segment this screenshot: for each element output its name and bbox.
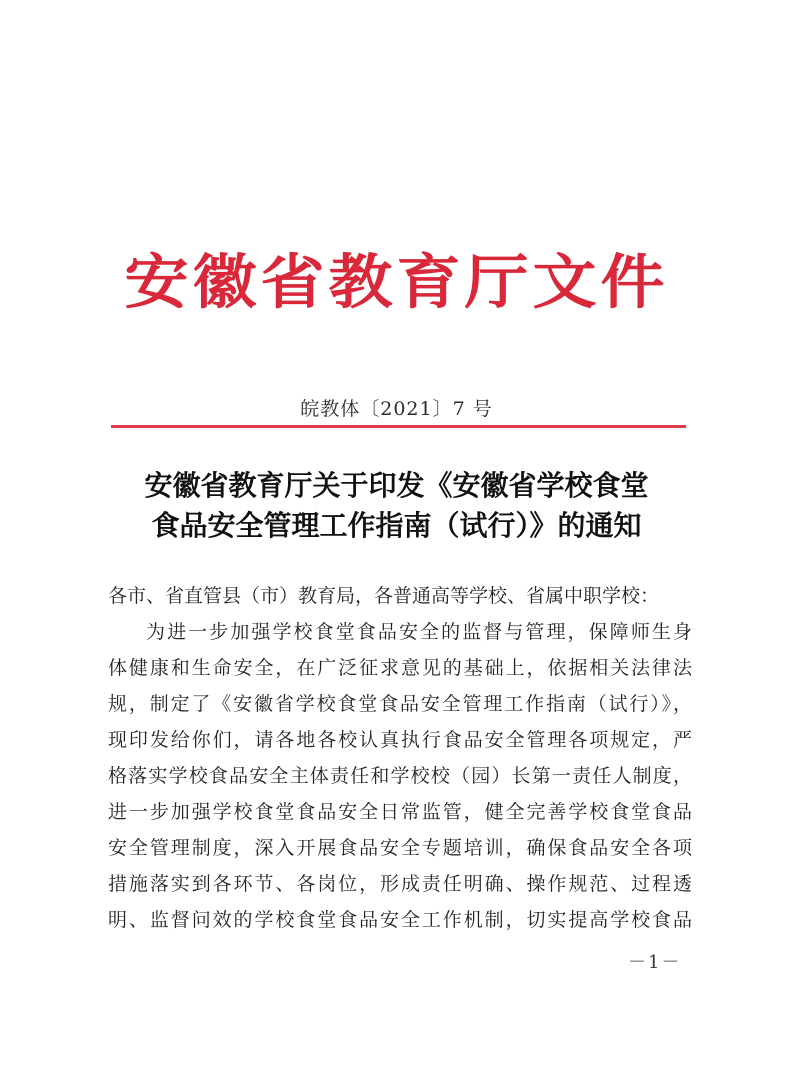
body-line: 安全管理制度，深入开展食品安全专题培训，确保食品安全各项 — [108, 837, 692, 859]
body-line: 体健康和生命安全，在广泛征求意见的基础上，依据相关法律法 — [108, 657, 692, 679]
notice-title — [0, 466, 793, 546]
body-line: 为进一步加强学校食堂食品安全的监督与管理，保障师生身 — [146, 621, 692, 643]
issuer-header-title: 安徽省教育厅文件 — [124, 248, 669, 318]
notice-title-line-2: 食品安全管理工作指南（试行）》的通知 — [151, 509, 642, 542]
red-divider-line — [111, 425, 686, 428]
document-number: 皖教体〔2021〕7 号 — [300, 398, 493, 420]
salutation-line: 各市、省直管县（市）教育局，各普通高等学校、省属中职学校： — [108, 585, 660, 607]
body-line: 措施落实到各环节、各岗位，形成责任明确、操作规范、过程透 — [108, 873, 692, 895]
body-line: 规，制定了《安徽省学校食堂食品安全管理工作指南（试行）》， — [108, 693, 692, 715]
body-line: 格落实学校食品安全主体责任和学校校（园）长第一责任人制度， — [108, 765, 692, 787]
body-line: 现印发给你们，请各地各校认真执行食品安全管理各项规定，严 — [108, 729, 692, 751]
notice-body — [108, 578, 692, 938]
notice-title-line-1: 安徽省教育厅关于印发《安徽省学校食堂 — [144, 469, 649, 502]
body-line: 明、监督问效的学校食堂食品安全工作机制，切实提高学校食品 — [108, 909, 692, 931]
body-line: 进一步加强学校食堂食品安全日常监管，健全完善学校食堂食品 — [108, 801, 692, 823]
page-number: －1－ — [628, 952, 682, 973]
